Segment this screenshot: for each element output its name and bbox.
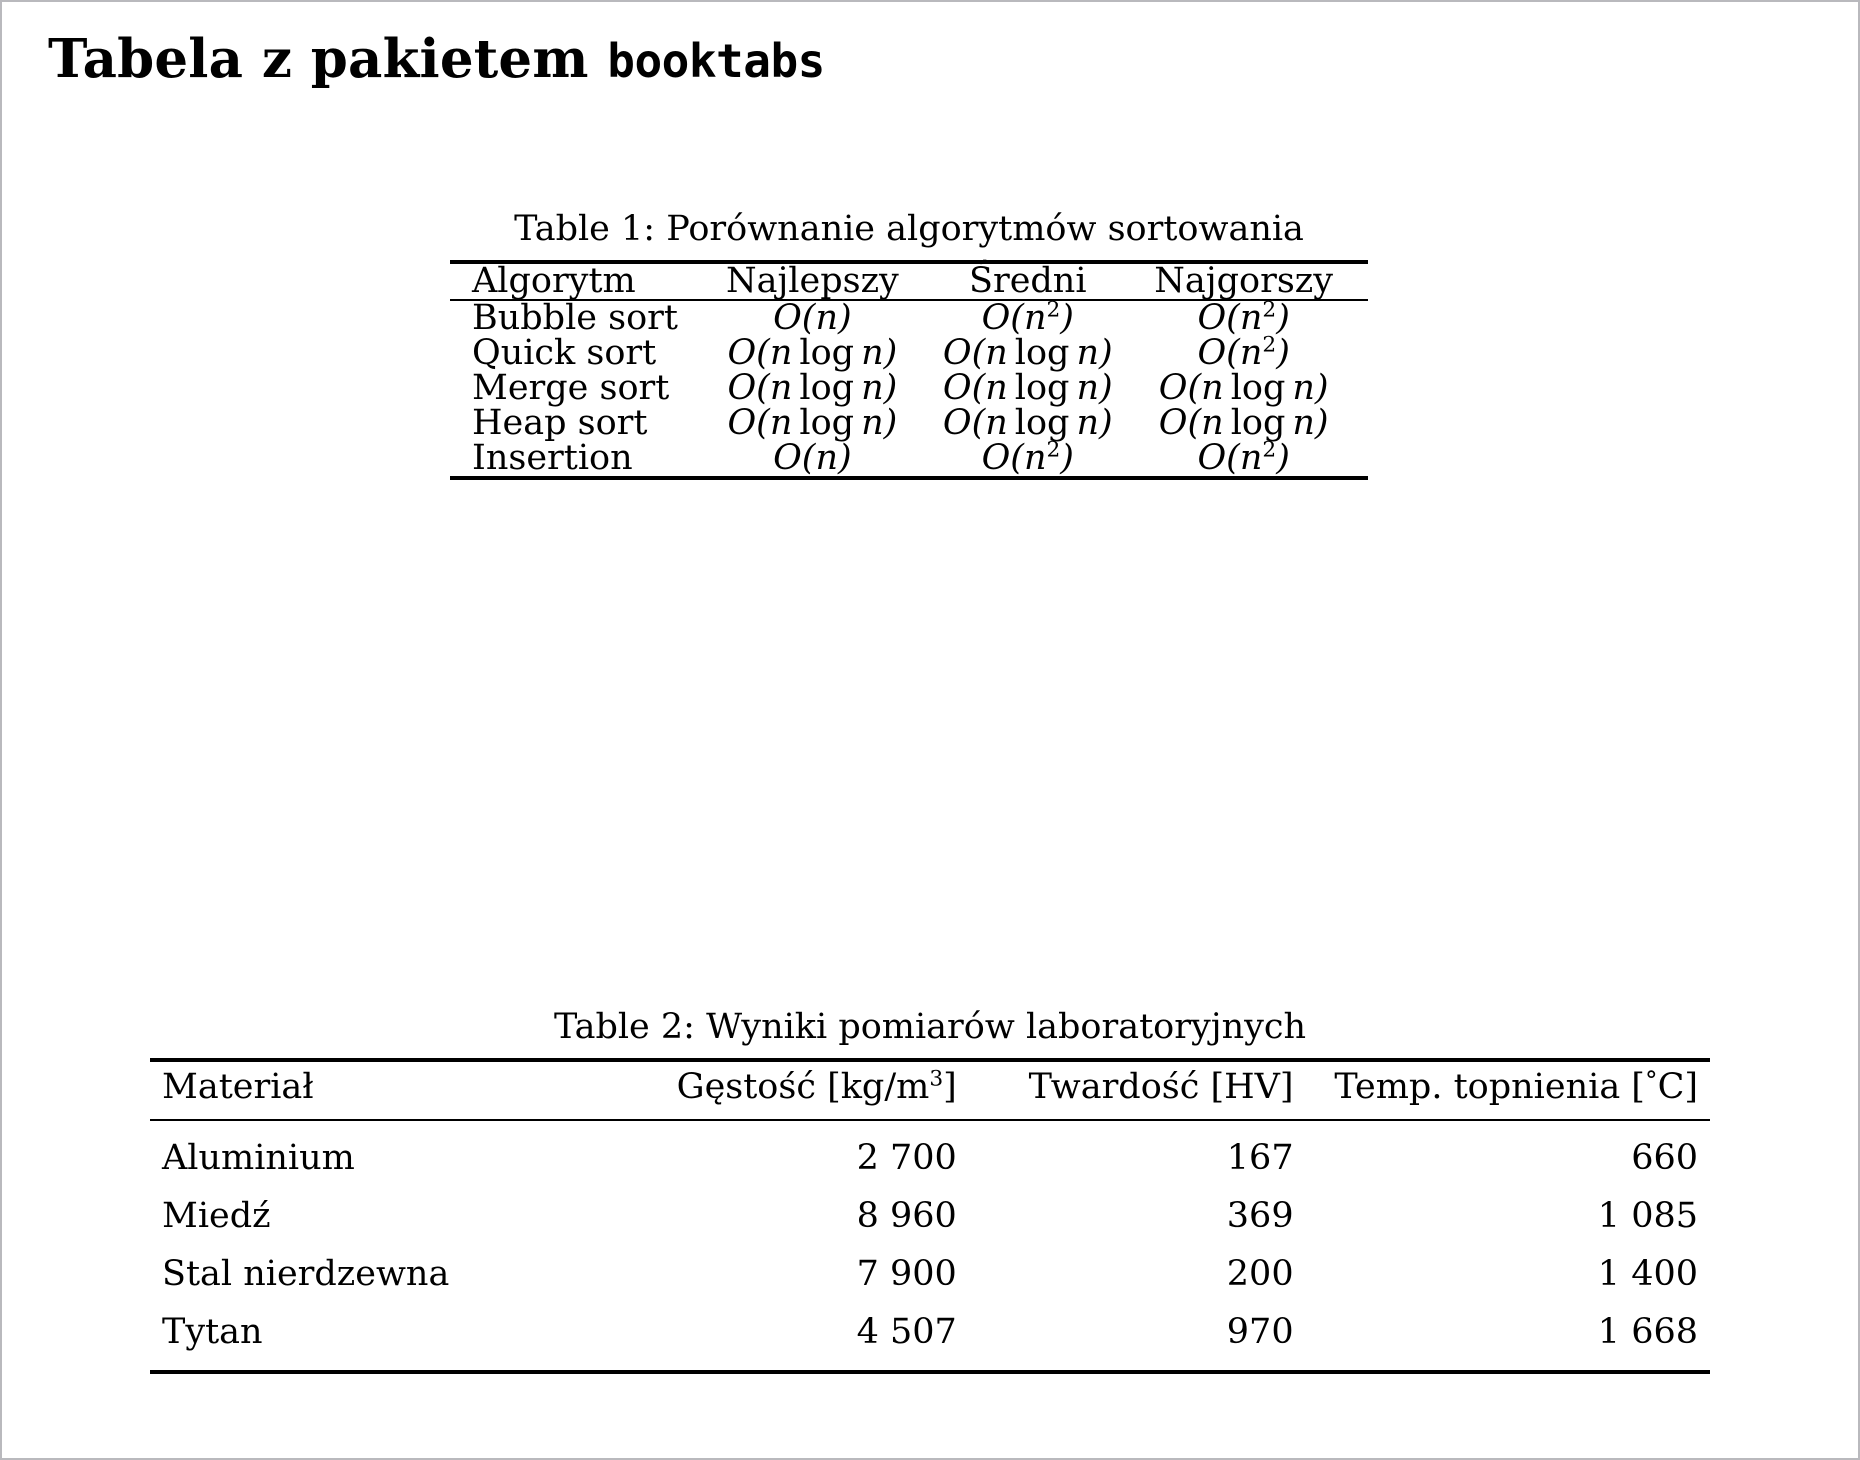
- table-2-cell-material: Tytan: [162, 1311, 263, 1352]
- complexity-expression: $O(n^2)$: [1197, 437, 1290, 478]
- table-1-col-header-algorytm: Algorytm: [472, 260, 636, 301]
- table-2-col-header-density: Gęstość $[kg/m^3]$: [676, 1065, 957, 1107]
- complexity-expression: $O(n^2)$: [981, 297, 1074, 338]
- table-row: [150, 1245, 1710, 1303]
- table-1-cell-worst: [1135, 367, 1368, 408]
- table-2-cell-material: Miedź: [162, 1195, 271, 1236]
- table-1-block: [450, 208, 1368, 480]
- table-row: [150, 1303, 1710, 1372]
- table-2-bottomrule: [150, 1372, 1710, 1374]
- complexity-expression: O(n log n): [1158, 402, 1329, 443]
- table-1-cell-algorithm: Insertion: [472, 437, 633, 478]
- table-row: [450, 441, 1368, 478]
- table-1-cell-best: [705, 367, 921, 408]
- table-2-col-header-material: Materiał: [162, 1066, 314, 1107]
- complexity-expression: O(n): [773, 297, 852, 338]
- table-2-cell-density: 4 507: [856, 1311, 957, 1352]
- table-2-cell-density: 2 700: [856, 1137, 957, 1178]
- table-1-cell-average: [920, 297, 1135, 338]
- table-2-block: [150, 1006, 1710, 1374]
- table-2-col-header-hardness: Twardość [HV]: [1028, 1066, 1294, 1107]
- complexity-expression: O(n log n): [727, 332, 898, 373]
- page-title-package-name: booktabs: [607, 34, 825, 88]
- table-2: [150, 1058, 1710, 1374]
- table-1-cell-average: [920, 402, 1135, 443]
- table-2-cell-melting: 660: [1631, 1137, 1698, 1178]
- table-1-cell-algorithm: Merge sort: [472, 367, 670, 408]
- complexity-expression: O(n log n): [727, 367, 898, 408]
- table-2-cell-hardness: 369: [1226, 1195, 1294, 1236]
- table-2-cell-density: 8 960: [856, 1195, 957, 1236]
- table-1-header-row: [450, 264, 1368, 300]
- table-row: [450, 336, 1368, 371]
- table-2-cell-melting: 1 085: [1597, 1195, 1698, 1236]
- table-1-cell-worst: [1135, 437, 1368, 478]
- table-1-cell-algorithm: Bubble sort: [472, 297, 678, 338]
- table-1-bottomrule: [450, 478, 1368, 480]
- complexity-expression: O(n log n): [1158, 367, 1329, 408]
- table-1-cell-worst: [1135, 297, 1368, 338]
- table-1-cell-average: [920, 367, 1135, 408]
- table-2-caption: Table 2: Wyniki pomiarów laboratoryjnych: [553, 1007, 1307, 1047]
- table-1-cell-algorithm: Quick sort: [472, 332, 657, 373]
- table-row: [150, 1187, 1710, 1245]
- table-2-col-header-melting-point: Temp. topnienia [°C]: [1334, 1065, 1698, 1107]
- page-title: [48, 28, 825, 92]
- table-1-cell-average: [920, 332, 1135, 373]
- complexity-expression: $O(n^2)$: [981, 437, 1074, 478]
- complexity-expression: O(n log n): [942, 367, 1113, 408]
- table-2-cell-density: 7 900: [856, 1253, 957, 1294]
- table-row: [150, 1121, 1710, 1187]
- table-1-cell-average: [920, 437, 1135, 478]
- complexity-expression: O(n log n): [727, 402, 898, 443]
- table-2-cell-hardness: 167: [1226, 1137, 1294, 1178]
- table-1-cell-best: [705, 332, 921, 373]
- complexity-expression: $O(n^2)$: [1197, 332, 1290, 373]
- table-1-cell-worst: [1135, 402, 1368, 443]
- table-1-caption: Table 1: Porównanie algorytmów sortowania: [514, 209, 1304, 249]
- table-2-cell-material: Stal nierdzewna: [162, 1253, 450, 1294]
- complexity-expression: O(n): [773, 437, 852, 478]
- table-2-cell-melting: 1 668: [1597, 1311, 1698, 1352]
- table-row: [450, 301, 1368, 336]
- table-2-cell-hardness: 200: [1226, 1253, 1294, 1294]
- table-row: [450, 371, 1368, 406]
- table-2-cell-material: Aluminium: [162, 1137, 355, 1178]
- table-2-cell-melting: 1 400: [1597, 1253, 1698, 1294]
- table-1-cell-best: [705, 297, 921, 338]
- table-1-cell-worst: [1135, 332, 1368, 373]
- table-1-cell-algorithm: Heap sort: [472, 402, 648, 443]
- table-1-col-header-sredni: Średni: [968, 260, 1087, 301]
- table-1-col-header-najlepszy: Najlepszy: [725, 260, 899, 301]
- page-title-text: Tabela z pakietem: [48, 28, 608, 90]
- table-2-cell-hardness: 970: [1226, 1311, 1294, 1352]
- complexity-expression: O(n log n): [942, 402, 1113, 443]
- table-1-col-header-najgorszy: Najgorszy: [1154, 260, 1334, 301]
- table-1: [450, 260, 1368, 480]
- complexity-expression: O(n log n): [942, 332, 1113, 373]
- table-2-header-row: [150, 1062, 1710, 1120]
- table-1-cell-best: [705, 437, 921, 478]
- table-row: [450, 406, 1368, 441]
- complexity-expression: $O(n^2)$: [1197, 297, 1290, 338]
- table-1-cell-best: [705, 402, 921, 443]
